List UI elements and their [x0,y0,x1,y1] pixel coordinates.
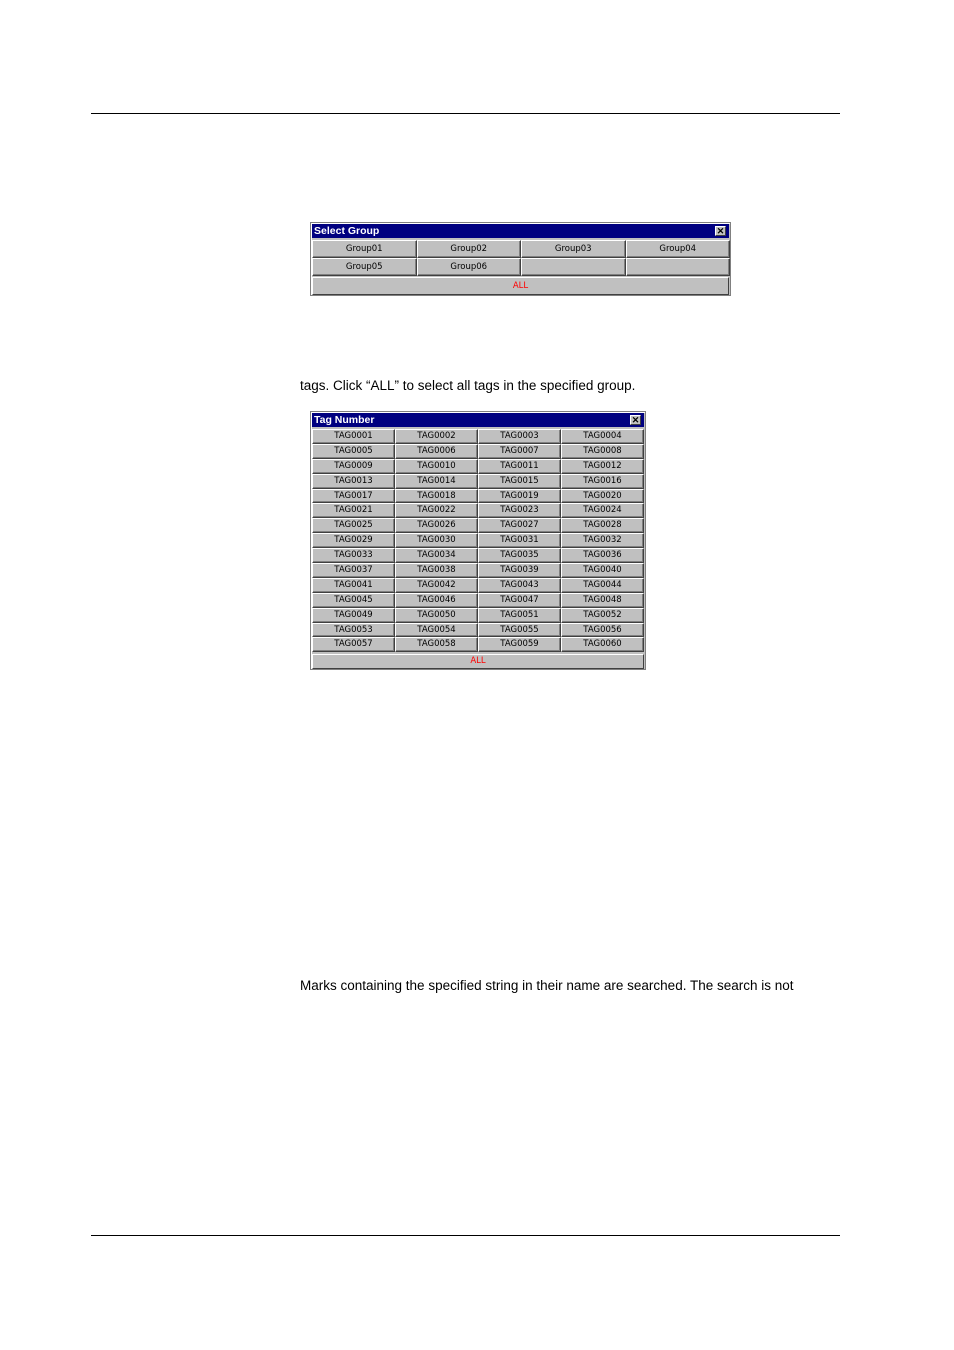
tag-button[interactable]: TAG0017 [312,489,395,504]
tag-button[interactable]: TAG0015 [478,474,561,489]
all-groups-button[interactable]: ALL [312,277,729,295]
select-group-title: Select Group [314,225,380,237]
tag-button[interactable]: TAG0046 [395,593,478,608]
tag-button[interactable]: TAG0006 [395,444,478,459]
tag-button[interactable]: TAG0026 [395,518,478,533]
tag-button[interactable]: TAG0059 [478,637,561,652]
tag-button-grid [312,429,644,652]
tag-button[interactable]: TAG0009 [312,459,395,474]
tag-button[interactable]: TAG0022 [395,503,478,518]
tag-button[interactable]: TAG0049 [312,608,395,623]
tag-button[interactable]: TAG0035 [478,548,561,563]
tag-button[interactable]: TAG0036 [561,548,644,563]
tag-button[interactable]: TAG0047 [478,593,561,608]
group-button[interactable]: Group04 [626,240,731,258]
group-button[interactable]: Group03 [521,240,626,258]
tags-instruction: tags. Click “ALL” to select all tags in the specified group. [300,378,636,393]
tag-button[interactable]: TAG0008 [561,444,644,459]
tag-number-title: Tag Number [314,414,375,426]
tag-button[interactable]: TAG0023 [478,503,561,518]
tag-button[interactable]: TAG0058 [395,637,478,652]
tag-button[interactable]: TAG0011 [478,459,561,474]
tag-button[interactable]: TAG0031 [478,533,561,548]
tag-button[interactable]: TAG0037 [312,563,395,578]
tag-button[interactable]: TAG0054 [395,623,478,638]
tag-button[interactable]: TAG0002 [395,429,478,444]
tag-button[interactable]: TAG0014 [395,474,478,489]
tag-button[interactable]: TAG0052 [561,608,644,623]
tag-button[interactable]: TAG0057 [312,637,395,652]
tag-button[interactable]: TAG0020 [561,489,644,504]
tag-button[interactable]: TAG0024 [561,503,644,518]
group-button[interactable] [521,258,626,276]
tag-button[interactable]: TAG0043 [478,578,561,593]
tag-button[interactable]: TAG0055 [478,623,561,638]
tag-button[interactable]: TAG0018 [395,489,478,504]
close-icon[interactable]: ✕ [716,226,725,236]
tag-button[interactable]: TAG0021 [312,503,395,518]
tag-button[interactable]: TAG0048 [561,593,644,608]
tag-button[interactable]: TAG0056 [561,623,644,638]
tag-button[interactable]: TAG0025 [312,518,395,533]
tag-button[interactable]: TAG0053 [312,623,395,638]
top-rule [91,113,840,114]
tag-button[interactable]: TAG0001 [312,429,395,444]
tag-button[interactable]: TAG0004 [561,429,644,444]
select-group-titlebar [312,224,729,238]
tag-button[interactable]: TAG0045 [312,593,395,608]
tag-button[interactable]: TAG0050 [395,608,478,623]
tag-button[interactable]: TAG0030 [395,533,478,548]
tag-number-window [310,411,646,670]
bottom-rule [91,1235,840,1236]
tag-button[interactable]: TAG0007 [478,444,561,459]
select-group-window [310,222,731,296]
tag-button[interactable]: TAG0029 [312,533,395,548]
tag-button[interactable]: TAG0013 [312,474,395,489]
tag-button[interactable]: TAG0032 [561,533,644,548]
tag-button[interactable]: TAG0038 [395,563,478,578]
tag-button[interactable]: TAG0042 [395,578,478,593]
group-button[interactable]: Group06 [417,258,522,276]
tag-button[interactable]: TAG0060 [561,637,644,652]
tag-number-titlebar [312,413,644,427]
tag-button[interactable]: TAG0005 [312,444,395,459]
group-button[interactable]: Group02 [417,240,522,258]
tag-button[interactable]: TAG0027 [478,518,561,533]
tag-button[interactable]: TAG0039 [478,563,561,578]
tag-button[interactable]: TAG0016 [561,474,644,489]
tag-button[interactable]: TAG0040 [561,563,644,578]
tag-button[interactable]: TAG0044 [561,578,644,593]
tag-button[interactable]: TAG0019 [478,489,561,504]
group-button[interactable] [626,258,731,276]
tag-button[interactable]: TAG0028 [561,518,644,533]
tag-button[interactable]: TAG0051 [478,608,561,623]
tag-button[interactable]: TAG0041 [312,578,395,593]
group-button[interactable]: Group05 [312,258,417,276]
close-icon[interactable]: ✕ [631,415,640,425]
group-button-grid [312,240,730,276]
group-button[interactable]: Group01 [312,240,417,258]
tag-button[interactable]: TAG0010 [395,459,478,474]
tag-button[interactable]: TAG0034 [395,548,478,563]
marks-search-note: Marks containing the specified string in their name are searched. The search is not [300,978,794,993]
tag-button[interactable]: TAG0033 [312,548,395,563]
all-tags-button[interactable]: ALL [312,654,644,669]
tag-button[interactable]: TAG0012 [561,459,644,474]
tag-button[interactable]: TAG0003 [478,429,561,444]
